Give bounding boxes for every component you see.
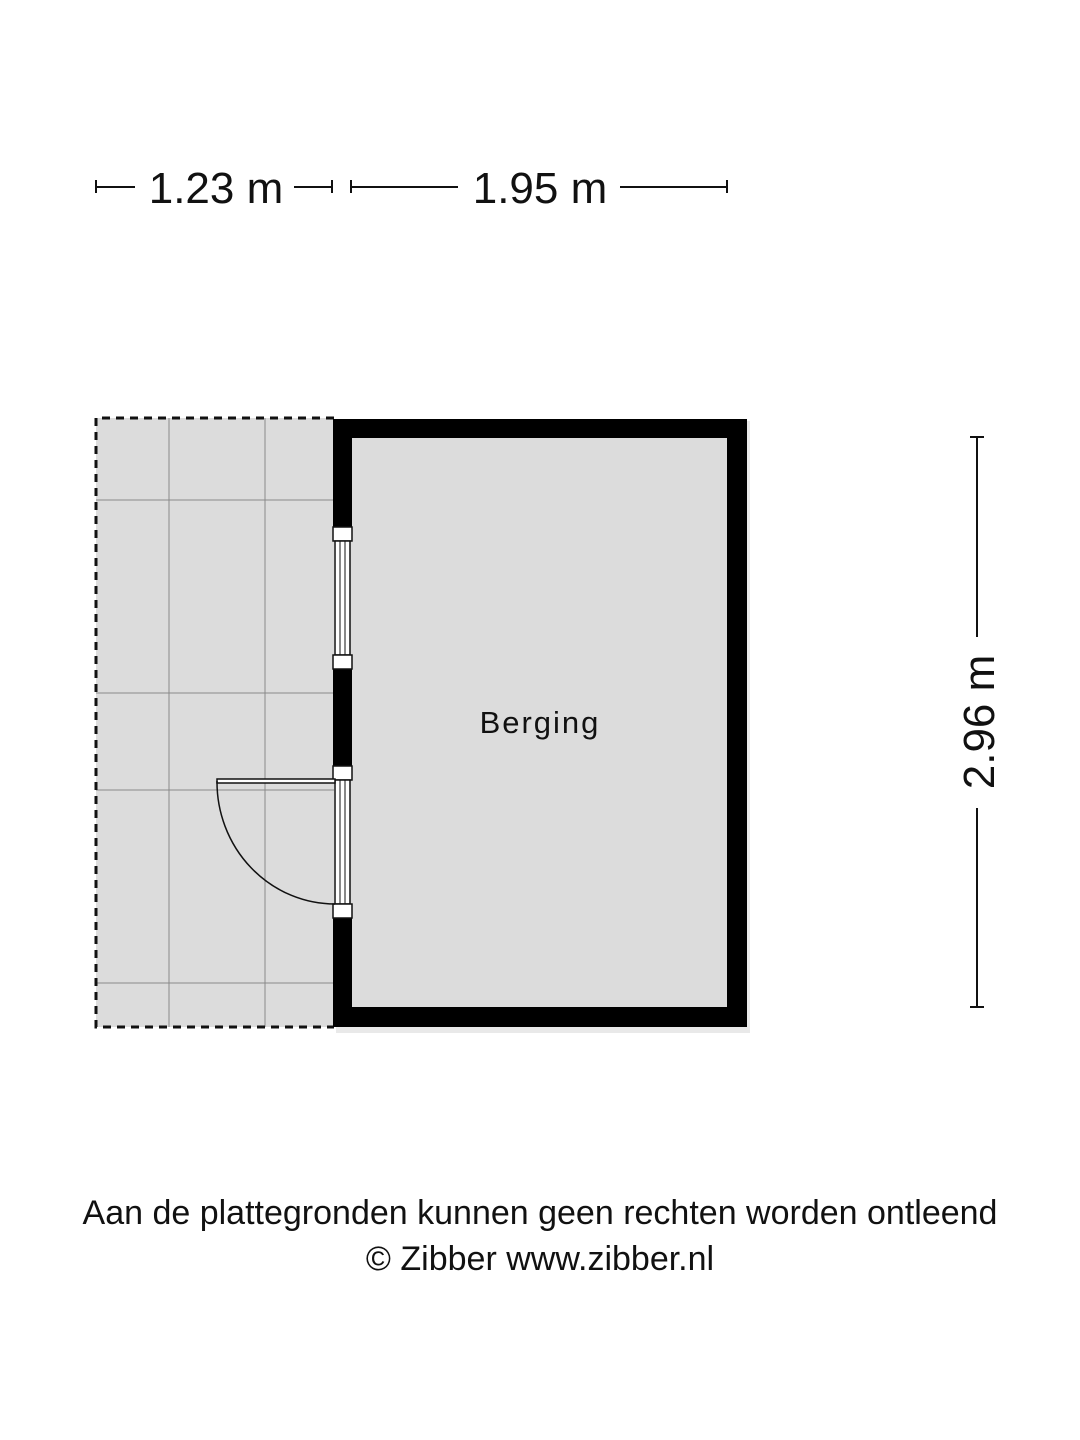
terrace-floor	[96, 418, 334, 1027]
room-label-storage: Berging	[479, 705, 601, 740]
footer-disclaimer: Aan de plattegronden kunnen geen rechten worden ontleend	[82, 1194, 998, 1232]
wall-left-lower	[333, 918, 352, 1027]
dimension-label-room-width: 1.95 m	[472, 164, 608, 213]
window	[333, 527, 352, 669]
dimension-label-depth: 2.96 m	[955, 654, 1004, 790]
footer	[0, 1190, 1080, 1282]
wall-top	[333, 419, 747, 438]
wall-bottom	[333, 1007, 747, 1027]
footer-copyright: © Zibber www.zibber.nl	[365, 1240, 715, 1278]
wall-left-upper	[333, 419, 352, 527]
dimension-label-terrace-width: 1.23 m	[148, 164, 284, 213]
wall-right	[727, 419, 747, 1027]
door-leaf	[217, 779, 335, 783]
wall-left-middle	[333, 669, 352, 766]
